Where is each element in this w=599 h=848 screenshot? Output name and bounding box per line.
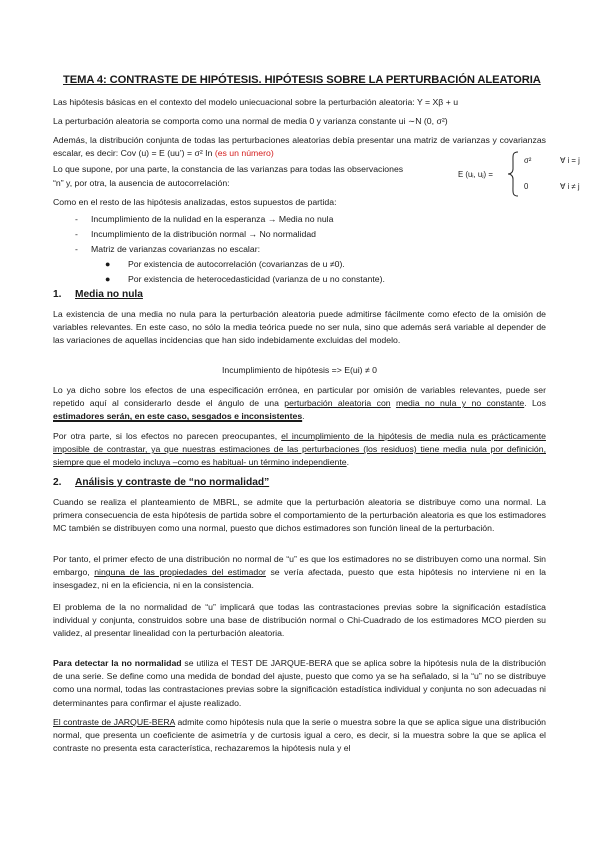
expectation-formula bbox=[458, 150, 598, 200]
section-heading-1 bbox=[53, 289, 143, 300]
formula-case-2-value: 0 bbox=[524, 182, 529, 191]
text-run: . bbox=[302, 411, 305, 422]
underlined-run: perturbación aleatoria con bbox=[284, 398, 391, 409]
section-1-paragraph-3 bbox=[53, 430, 546, 470]
intro-line-1: Las hipótesis básicas en el contexto del modelo uniecuacional sobre la perturbación aleatoria: Y = Xβ + u bbox=[53, 97, 459, 107]
curly-brace-icon bbox=[506, 150, 520, 198]
formula-lhs: E (uᵢ, uⱼ) = bbox=[458, 170, 493, 179]
text-run: Por tanto, el primer efecto de una distribución no normal de “u” es que los estimadores no se distribuyen como una normal. Sin embargo, bbox=[53, 554, 546, 578]
section-number: 1. bbox=[53, 289, 62, 300]
list-item-label: Incumplimiento de la nulidad en la esperanza → Media no nula bbox=[91, 214, 334, 224]
bullet-icon: ● bbox=[105, 274, 111, 284]
list-item: - Incumplimiento de la nulidad en la esperanza → Media no nula bbox=[75, 214, 334, 224]
sub-list-item bbox=[105, 259, 345, 269]
bullet-icon: ● bbox=[105, 259, 111, 269]
text-run: admite como hipótesis nula que la serie o muestra sobre la que se aplica sigue una distribución normal, que presenta un coeficiente de asimetría y de curtosis igual a cero, es decir, si la muestra sobre la que se aplica el contraste no presenta esta característica, rechazaremos la hipótesis nula y el bbox=[53, 717, 547, 754]
text-run: se vería afectada, puesto que esta hipótesis no interviene ni en la insesgadez, ni en la eficiencia, ni en la consistencia. bbox=[53, 567, 546, 591]
intro-line-2: La perturbación aleatoria se comporta como una normal de media 0 y varianza constante ui ∼N (0, σ²) bbox=[53, 116, 448, 126]
hypothesis-statement: Incumplimiento de hipótesis => E(ui) ≠ 0 bbox=[222, 365, 377, 375]
bold-run: Para detectar la no normalidad bbox=[53, 658, 182, 668]
formula-case-1-condition: ∀ i = j bbox=[560, 156, 580, 165]
section-title: Análisis y contraste de “no normalidad” bbox=[75, 477, 270, 488]
bold-run: estimadores serán, en este caso, sesgados e inconsistentes bbox=[53, 411, 303, 422]
text-run: Lo ya dicho sobre los efectos de una especificación errónea, en particular por omisión de variables relevantes, puede ser repetido aquí al considerarlo desde el ángulo de una bbox=[53, 385, 546, 409]
intro-covariance-text: Además, la distribución conjunta de todas las perturbaciones aleatorias debía presentar una matriz de varianzas y covarianzas escalar, es decir: Cov (u) = E (uu’) = σ² In bbox=[53, 135, 546, 159]
page-title: TEMA 4: CONTRASTE DE HIPÓTESIS. HIPÓTESIS SOBRE LA PERTURBACIÓN ALEATORIA bbox=[63, 74, 541, 86]
section-2-paragraph-5 bbox=[53, 716, 546, 756]
sub-list-item bbox=[105, 274, 385, 284]
section-2-paragraph-2 bbox=[53, 553, 546, 593]
section-title: Media no nula bbox=[75, 289, 143, 300]
section-1-paragraph-2 bbox=[53, 384, 546, 424]
section-2-paragraph-3: El problema de la no normalidad de “u” implicará que todas las contrastaciones previas sobre la significación estadística individual y conjunta, construidos sobre una base de distribución normal o Chi-Cuadrado de los estimadores MCO pierden su validez, al presentar linealidad con la perturbación aleatoria. bbox=[53, 602, 546, 639]
section-1-paragraph-1: La existencia de una media no nula para la perturbación aleatoria puede admitirse fácilmente como efecto de la omisión de variables relevantes. En este caso, no sólo la media teórica puede no ser nula, sino que además será variable al depender de las variaciones de aquellas incidencias que han sido indebidamente excluidas del modelo. bbox=[53, 309, 546, 346]
formula-case-2-condition: ∀ i ≠ j bbox=[560, 182, 580, 191]
underlined-run: ninguna de las propiedades del estimador bbox=[94, 567, 266, 578]
underlined-run: media no nula y no constante bbox=[395, 398, 525, 409]
section-number: 2. bbox=[53, 477, 62, 488]
underlined-run: el incumplimiento de la hipótesis de media nula es prácticamente imposible de contrastar, ya que nuestras estimaciones de las perturbaciones (los residuos) tiene media nula por definición, siempre que el modelo incluya –como es habitual- un término independiente bbox=[53, 431, 546, 468]
section-2-paragraph-1: Cuando se realiza el planteamiento de MBRL, se admite que la perturbación aleatoria se distribuye como una normal. La primera consecuencia de esta hipótesis de partida sobre el comportamiento de la perturbación aleatoria es que los estimadores MC también se distribuyen como una normal, puesto que dichos estimadores son función lineal de la perturbación. bbox=[53, 497, 546, 534]
intro-line-5: Como en el resto de las hipótesis analizadas, estos supuestos de partida: bbox=[53, 197, 337, 207]
formula-case-1-value: σ² bbox=[524, 156, 532, 165]
list-item: - Incumplimiento de la distribución normal → No normalidad bbox=[75, 229, 317, 239]
intro-line-4b: “n” y, por otra, la ausencia de autocorrelación: bbox=[53, 178, 230, 188]
text-run: se utiliza el TEST DE JARQUE-BERA que se aplica sobre la hipótesis nula de la distribución de una serie. Se define como una medida de bondad del ajuste, puesto que como ya se ha señalado, si la “u” no se distribuye como una normal, todas las contrastaciones previas sobre la significación estadística individual y conjunta no son adecuadas ni determinantes para confirmar el ajuste realizado. bbox=[53, 658, 546, 708]
underlined-run: El contraste de JARQUE-BERA bbox=[53, 717, 175, 727]
list-item: - Matriz de varianzas covarianzas no escalar: bbox=[75, 244, 260, 254]
sub-list-item-label: Por existencia de autocorrelación (covarianzas de u ≠0). bbox=[128, 259, 345, 269]
text-run: Por otra parte, si los efectos no parecen preocupantes, bbox=[53, 431, 282, 441]
text-run: . bbox=[346, 457, 350, 468]
intro-line-4a: Lo que supone, por una parte, la constancia de las varianzas para todas las observaciones bbox=[53, 164, 404, 174]
sub-list-item-label: Por existencia de heterocedasticidad (varianza de u no constante). bbox=[128, 274, 385, 284]
section-2-paragraph-4 bbox=[53, 657, 546, 710]
section-heading-2 bbox=[53, 477, 269, 488]
text-run: . Los bbox=[524, 398, 546, 409]
intro-red-note: (es un número) bbox=[214, 148, 274, 159]
list-item-label: Matriz de varianzas covarianzas no escalar: bbox=[91, 244, 260, 254]
list-item-label: Incumplimiento de la distribución normal → No normalidad bbox=[91, 229, 317, 239]
